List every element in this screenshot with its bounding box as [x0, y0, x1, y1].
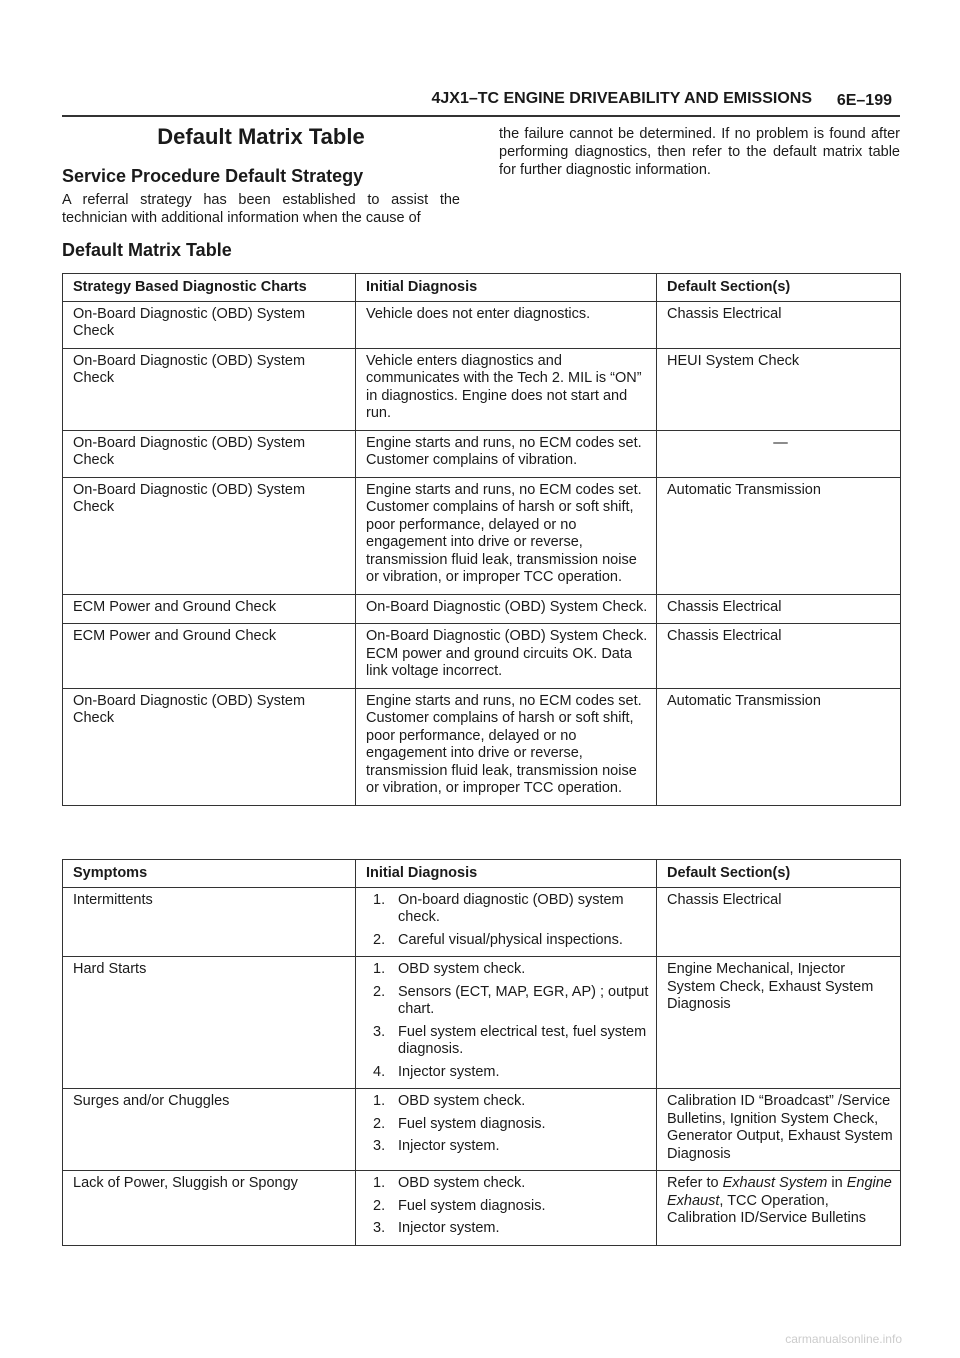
table-row: [63, 1089, 901, 1171]
default-text: in: [827, 1175, 847, 1191]
list-item: 4. Injector system.: [373, 1063, 500, 1080]
header-cell: Strategy Based Diagnostic Charts: [63, 274, 356, 302]
step-text: Fuel system electrical test, fuel system diagnosis.: [398, 1023, 647, 1057]
table-row: [63, 1171, 901, 1246]
default-text: , TCC Operation, Calibration ID/Service Bulletins: [667, 1192, 867, 1226]
table-header-row: [63, 860, 901, 888]
diagnosis-cell: On-Board Diagnostic (OBD) System Check. ECM power and ground circuits OK. Data link voltage incorrect.: [356, 624, 657, 689]
default-cell: Chassis Electrical: [657, 594, 901, 624]
diagnosis-cell: Vehicle enters diagnostics and communicates with the Tech 2. MIL is “ON” in diagnostics. Engine does not start and run.: [356, 348, 657, 430]
symptom-cell: Intermittents: [63, 887, 356, 957]
list-item: 3. Fuel system electrical test, fuel system diagnosis.: [373, 1023, 647, 1057]
page-header: [62, 88, 900, 114]
diagnosis-cell: [356, 887, 657, 957]
default-cell: —: [657, 430, 901, 477]
step-text: OBD system check.: [398, 1093, 526, 1109]
table-row: [63, 594, 901, 624]
diagnosis-cell: Engine starts and runs, no ECM codes set. Customer complains of harsh or soft shift, poor performance, delayed or no engagement into drive or reverse, transmission fluid leak, transmission noise or vibration, or improper TCC operation.: [356, 688, 657, 805]
default-cell: [657, 1171, 901, 1246]
chart-cell: On-Board Diagnostic (OBD) System Check: [63, 301, 356, 348]
table-row: [63, 477, 901, 594]
chart-cell: ECM Power and Ground Check: [63, 594, 356, 624]
intro-right-column: [499, 125, 900, 179]
table-row: [63, 624, 901, 689]
default-cell: Chassis Electrical: [657, 624, 901, 689]
header-cell: Initial Diagnosis: [356, 274, 657, 302]
header-title: 4JX1–TC ENGINE DRIVEABILITY AND EMISSIONS: [431, 90, 812, 107]
table-heading: Default Matrix Table: [62, 240, 232, 260]
step-text: Injector system.: [398, 1138, 500, 1154]
default-text: Refer to: [667, 1175, 723, 1191]
list-item: 3. Injector system.: [373, 1220, 500, 1236]
table-row: [63, 957, 901, 1089]
chart-cell: ECM Power and Ground Check: [63, 624, 356, 689]
step-text: Sensors (ECT, MAP, EGR, AP) ; output chart.: [398, 983, 649, 1017]
diagnosis-steps: [366, 892, 650, 950]
diagnosis-steps: [366, 961, 650, 1081]
list-item: 1. OBD system check.: [373, 1175, 526, 1191]
table-row: [63, 887, 901, 957]
default-cell: Chassis Electrical: [657, 887, 901, 957]
symptom-cell: Hard Starts: [63, 957, 356, 1089]
header-cell: Default Section(s): [657, 274, 901, 302]
diagnosis-steps: [366, 1093, 650, 1156]
table-row: [63, 348, 901, 430]
default-cell: Engine Mechanical, Injector System Check, Exhaust System Diagnosis: [657, 957, 901, 1089]
table-header-row: [63, 274, 901, 302]
diagnosis-steps: [366, 1175, 650, 1238]
default-cell: Automatic Transmission: [657, 477, 901, 594]
default-cell: HEUI System Check: [657, 348, 901, 430]
step-text: On-board diagnostic (OBD) system check.: [398, 891, 624, 925]
default-cell: Automatic Transmission: [657, 688, 901, 805]
step-text: Fuel system diagnosis.: [398, 1197, 546, 1214]
section-subtitle: Service Procedure Default Strategy: [62, 166, 364, 186]
watermark-text: carmanualsonline.info: [785, 1332, 902, 1346]
diagnosis-cell: Engine starts and runs, no ECM codes set. Customer complains of harsh or soft shift, poor performance, delayed or no engagement into drive or reverse, transmission fluid leak, transmission noise or vibration, or improper TCC operation.: [356, 477, 657, 594]
intro-left-column: [62, 123, 460, 227]
chart-cell: On-Board Diagnostic (OBD) System Check: [63, 688, 356, 805]
default-cell: Calibration ID “Broadcast” /Service Bulletins, Ignition System Check, Generator Output, Exhaust System Diagnosis: [657, 1089, 901, 1171]
intro-text-right: the failure cannot be determined. If no problem is found after performing diagnostics, then refer to the default matrix table for further diagnostic information.: [499, 126, 900, 178]
step-text: Careful visual/physical inspections.: [398, 931, 623, 948]
list-item: 1. OBD system check.: [373, 1093, 526, 1109]
diagnosis-cell: [356, 1089, 657, 1171]
strategy-table: [62, 273, 901, 806]
header-cell: Initial Diagnosis: [356, 860, 657, 888]
list-item: 1. On-board diagnostic (OBD) system check.: [373, 891, 624, 925]
symptoms-table: [62, 859, 901, 1246]
chart-cell: On-Board Diagnostic (OBD) System Check: [63, 348, 356, 430]
symptom-cell: Surges and/or Chuggles: [63, 1089, 356, 1171]
header-cell: Symptoms: [63, 860, 356, 888]
exhaust-system-reference: Exhaust System: [722, 1175, 828, 1191]
default-cell: Chassis Electrical: [657, 301, 901, 348]
page-number: 6E–199: [836, 92, 892, 109]
step-text: OBD system check.: [398, 1175, 526, 1191]
table-row: [63, 430, 901, 477]
list-item: 1. OBD system check.: [373, 961, 526, 977]
diagnosis-cell: [356, 957, 657, 1089]
list-item: 2. Careful visual/physical inspections.: [373, 931, 623, 948]
section-title: Default Matrix Table: [157, 124, 365, 149]
list-item: 2. Sensors (ECT, MAP, EGR, AP) ; output chart.: [373, 983, 649, 1017]
header-rule: [62, 115, 900, 117]
diagnosis-cell: [356, 1171, 657, 1246]
step-text: OBD system check.: [398, 961, 526, 977]
diagnosis-cell: On-Board Diagnostic (OBD) System Check.: [356, 594, 657, 624]
header-cell: Default Section(s): [657, 860, 901, 888]
list-item: 2. Fuel system diagnosis.: [373, 1115, 546, 1132]
step-text: Fuel system diagnosis.: [398, 1115, 546, 1132]
list-item: 2. Fuel system diagnosis.: [373, 1197, 546, 1214]
table-row: [63, 688, 901, 805]
symptom-cell: Lack of Power, Sluggish or Spongy: [63, 1171, 356, 1246]
list-item: 3. Injector system.: [373, 1138, 500, 1154]
chart-cell: On-Board Diagnostic (OBD) System Check: [63, 477, 356, 594]
intro-text-left: A referral strategy has been established to assist the technician with additional information when the cause of: [62, 192, 460, 226]
table-row: [63, 301, 901, 348]
engine-exhaust-reference: Engine Exhaust: [667, 1175, 892, 1209]
step-text: Injector system.: [398, 1220, 500, 1236]
diagnosis-cell: Engine starts and runs, no ECM codes set. Customer complains of vibration.: [356, 430, 657, 477]
diagnosis-cell: Vehicle does not enter diagnostics.: [356, 301, 657, 348]
step-text: Injector system.: [398, 1063, 500, 1080]
chart-cell: On-Board Diagnostic (OBD) System Check: [63, 430, 356, 477]
